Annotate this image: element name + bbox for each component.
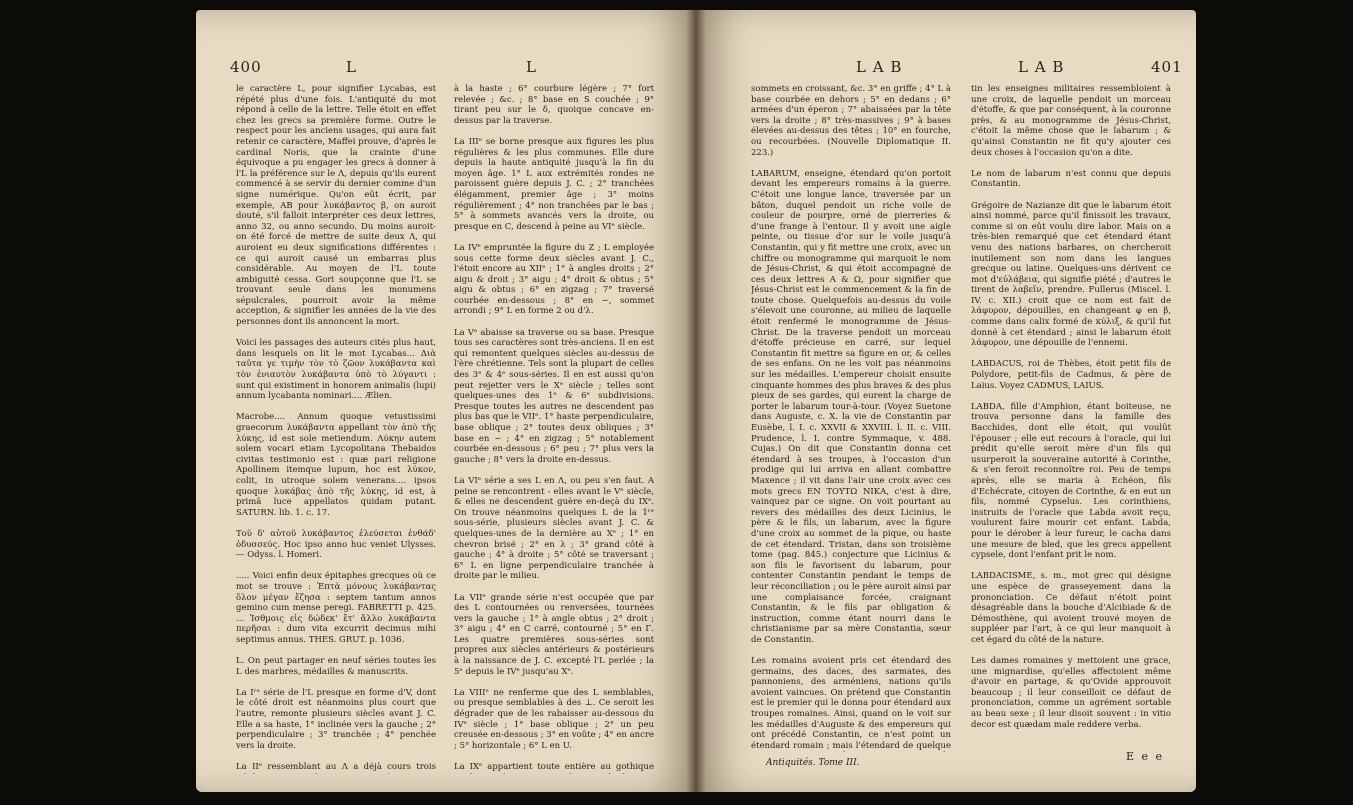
right-column-2: tin les enseignes militaires ressembloient à une croix, de laquelle pendoit un morceau d'étoffe, & que par conséquent, à la couronne près, & au monogramme de Jésus-Christ, c'étoit la même chose que le labarum ; & qu'ainsi Constantin ne fit qu'y ajouter ces deux choses à l'occasion qu'on a dite. Le nom de labarum n'est connu que depuis Constantin. Grégoire de Nazianze dit que le labarum étoit ainsi nommé, parce qu'il finissoit les travaux, comme si on eût voulu dire labor. Mais on a très-bien remarqué que cet étendard étant venu des nations barbares, on chercheroit inutilement son nom dans les langues grecque ou latine. Quelques-uns dérivent ce mot d'εὐλάβεια, qui signifie piété ; d'autres le tirent de λαβεῖν, prendre. Fullerus (Miscel. l. IV. c. XII.) croit que ce nom est fait de λάφυρον, dépouilles, en changeant φ en β, comme dans calix formé de κύλιξ, & qu'il fut donné à cet étendard ; ainsi le labarum étoit λάφυρον, une dépouille de l'ennemi. LABDACUS, roi de Thèbes, étoit petit fils de Polydore, petit-fils de Cadmus, & père de Laius. Voyez CADMUS, LAIUS. LABDA, fille d'Amphion, étant boiteuse, ne trouva personne dans la famille des Bacchides, dont elle étoit, qui voulût l'épouser ; elle eut recours à l'oracle, qui lui prédit qu'elle seroit mère d'un fils qui usurperoit la souveraine autorité à Corinthe, & s'en feroit reconnoître roi. Peu de temps après, elle se maria à Echéon, fils d'Echécrate, citoyen de Corinthe, & en eut un fils, nommé Cypselus. Les corinthiens, instruits de l'oracle que Labda avoit reçu, voulurent faire mourir cet enfant. Labda, pour le dérober à leur fureur, le cacha dans une mesure de bled, que les grecs appellent cypsele, dont l'enfant prit le nom. LABDACISME, s. m., mot grec qui désigne une espèce de grasseyement dans la prononciation. Ce défaut n'étoit point désagréable dans la bouche d'Alcibiade & de Démosthène, qui avoient trouvé moyen de suppléer par l'art, à ce qui leur manquoit à cet égard du côté de la nature. Les dames romaines y mettoient une grace, une mignardise, qu'elles affectoient même d'avoir en partage, & qu'Ovide approuvoit beaucoup ; il leur conseilloit ce défaut de prononciation, comme un agrément sortable au beau sexe ; il leur disoit souvent : in vitio decor est quædam male reddere verba. <box>971 84 1171 730</box>
running-head-left-1: L <box>346 58 357 76</box>
page-number-left: 400 <box>230 58 262 76</box>
right-column-1: sommets en croissant, &c. 3° en griffe ; 4° L à base courbée en dehors ; 5° en dedans ; 6° armées d'un éperon ; 7° abaissées par la tête vers la droite ; 8° très-massives ; 9° à bases élevées au-dessus des têtes ; 10° en fourche, ou recourbées. (Nouvelle Diplomatique II. 223.) LABARUM, enseigne, étendard qu'on portoit devant les empereurs romains à la guerre. C'étoit une longue lance, traversée par un bâton, duquel pendoit un riche voile de couleur de pourpre, orné de pierreries & d'une frange à l'entour. Il y avoit une aigle peinte, ou tissue d'or sur le voile jusqu'à Constantin, qui y fit mettre une croix, avec un chiffre ou monogramme qui marquoit le nom de Jésus-Christ, & qui étoit accompagné de ces deux lettres Α & Ω, pour signifier que Jésus-Christ est le commencement & la fin de toute chose. Quelquefois au-dessus du voile s'élevoit une couronne, au milieu de laquelle étoit renfermé le monogramme de Jésus-Christ. De la traverse pendoit un morceau d'étoffe précieuse en carré, sur lequel Constantin fit mettre sa figure en or, & celles de ses enfans. On ne les voit pas néanmoins sur les médailles. L'empereur choisit ensuite cinquante hommes des plus braves & des plus pieux de ses gardes, qui eurent la charge de porter le labarum tour-à-tour. (Voyez Suetone dans Auguste, c. X. la vie de Constantin par Eusèbe, l. I. c. XXVII & XXVIII. l. II. c. VIII. Prudence, l. I. contre Symmaque, v. 488. Cujas.) On dit que Constantin donna cet étendard à ses troupes, à l'occasion d'un prodige qui lui arriva en allant combattre Maxence ; il vit dans l'air une croix avec ces mots grecs ΕΝ ΤΟΥΤΩ ΝΙΚΑ, c'est à dire, vainquez par ce signe. On voit pourtant au revers des médailles des deux Licinius, le père & le fils, un labarum, avec la figure d'une croix au sommet de la pique, ou haste de cet étendard. Tristan, dans son troisième tome (pag. 845.) conjecture que Licinius & son fils le favorisent du labarum, pour contenter Constantin pendant le temps de leur réconciliation ; ou le père auroit ainsi par une complaisance forcée, craignant Constantin, & le fils par obligation & instruction, comme étant nourri dans le christianisme par sa mère Constantia, sœur de Constantin. Les romains avoient pris cet étendard des germains, des daces, des sarmates, des pannoniens, des arméniens, nations qu'ils avoient vaincues. On prétend que Constantin est le premier qui le donna pour étendard aux troupes romaines. Ainsi, quand on le voit sur les médailles d'Auguste & des empereurs qui ont précédé Constantin, ce n'est point un étendard romain ; mais l'étendard de quelque <box>751 84 951 751</box>
book-gutter <box>686 10 706 792</box>
running-head-right-1: L A B <box>856 58 903 76</box>
left-column-1: le caractère L, pour signifier Lycabas, est répété plus d'une fois. L'antiquité du mot répond à celle de la lettre. Telle étoit en effet chez les grecs sa première forme. Outre le respect pour les anciens usages, qui aura fait retenir ce caractère, Maffei prouve, d'après le cardinal Noris, que la crainte d'une équivoque a pu engager les grecs à donner à l'L la préférence sur le Λ, depuis qu'ils eurent commencé à se servir du dernier comme d'un signe numérique. Qu'on eût écrit, par exemple, ΑΒ pour λυκάβαντος β, on auroit douté, s'il falloit interpréter ces deux lettres, anno 32, ou anno secundo. Du moins auroit-on été forcé de mettre de suite deux Λ, qui auroient eu deux significations différentes : ce qui auroit causé un embarras plus considérable. Au moyen de l'L toute ambiguité cessa. Gori soupçonne que l'L se trouvant seule dans les monumens sépulcrales, pourroit avoir la même acception, & signifier les années de la vie des personnes dont ils annoncent la mort. Voici les passages des auteurs cités plus haut, dans lesquels on lit le mot Lycabas... Διὰ ταῦτα γε τιμὴν τὸν τὸ ζῶον λυκάβαντα καὶ τὸν ἐνιαυτὸν λυκάβαντα ὑπὸ τὸ λύγαντι : sunt qui existiment in honorem animalis (lupi) annum lycabanta nominari.... Ælien. Macrobe.... Annum quoque vetustissimi graecorum λυκάβαντα appellant τὸν ἀπὸ τῆς λύκης, id est sole metiendum. Λύκην autem solem vocari etiam Lycopolitana Thebaidos civitas testimonio est : quæ pari religione Apollinem itemque lupum, hoc est λύκον, colit, in utroque solem venerans.... ipsos quoque λυκάβας ἀπὸ τῆς λύκης, id est, à primâ luce appellatos quidam putant. SATURN. lib. 1. c. 17. Τοῦ δ' αὐτοῦ λυκάβαντος ἐλεύσεται ἐνθάδ' ὀδυσσεύς. Hoc ipso anno huc veniet Ulysses. — Odyss. l. Homeri. ..... Voici enfin deux épitaphes grecques où ce mot se trouve : Ἑπτὰ μόνους λυκάβαντας ὅλον μέγαν ἔζησα : septem tantum annos gemino cum mense peregi. FABRETTI p. 425. ... Ἰσθμοις εἰς δώδεκ' ἔτ' ἄλλο λυκάβαντα περῆσαι : dum vita excurrit decimus mihi septimus annus. THES. GRUT. p. 1036. L. On peut partager en neuf séries toutes les L des marbres, médailles & manuscrits. La Iʳᵉ série de l'L presque en forme d'V, dont le côté droit est néanmoins plus court que l'autre, remonte plusieurs siècles avant J. C. Elle a sa haste, 1° inclinée vers la gauche ; 2° perpendiculaire ; 3° tranchée ; 4° penchée vers la droite. La IIᵉ ressemblant au Λ a déjà cours trois <box>236 84 436 772</box>
page-footer: Antiquités. Tome III. <box>766 758 860 768</box>
running-head-right-2: L A B <box>1018 58 1065 76</box>
open-book <box>196 10 1196 792</box>
left-column-2: à la haste ; 6° courbure légère ; 7° fort relevée ; &c. ; 8° base en S couchée ; 9° tirant peu sur le δ, quoique concave en-dessus par la traverse. La IIIᵉ se borne presque aux figures les plus régulières & les plus communes. Elle dure depuis la haute antiquité jusqu'à la fin du moyen âge. 1° L aux extrémités rondes ne paroissent guère depuis J. C. ; 2° tranchées élégamment, premier âge ; 3° moins régulièrement ; 4° non tranchées par le bas ; 5° à sommets avancés vers la droite, ou presque en C, descend à peine au VIᵉ siècle. La IVᵉ empruntée la figure du Z ; L employée sous cette forme deux siècles avant J. C., l'étoit encore au XIIᵉ ; 1° à angles droits ; 2° aigu & droit ; 3° aigu ; 4° droit & obtus ; 5° aigu & obtus ; 6° en zigzag ; 7° traversé courbée en-dessous ; 8° en ∽, sommet arrondi ; 9° L en forme 2 ou d'λ. La Vᵉ abaisse sa traverse ou sa base. Presque tous ses caractères sont très-anciens. Il en est qui remontent quelques siècles au-dessus de l'ère chrétienne. Tels sont la plupart de celles des 3ᵉ & 4ᵉ sous-séries. Il en est aussi qu'on peut rejetter vers le Xᵉ siècle ; telles sont quelques-unes des 1ᵉ & 6ᵉ subdivisions. Presque toutes les autres ne descendent pas plus bas que le VIIᵉ. 1° haste perpendiculaire, base oblique ; 2° toutes deux obliques ; 3° base en ∽ ; 4° en zigzag ; 5° notablement courbée en-dessous ; 6° peu ; 7° plus vers la gauche ; 8° vers la droite en-dessus. La VIᵉ série a ses L en Λ, ou peu s'en faut. A peine se rencontrent - elles avant le Vᵉ siècle, & elles ne descendent guère en-deçà du IXᵉ. On trouve néanmoins quelques L de la 1ʳᵉ sous-série, plusieurs siècles avant J. C. & quelques-unes de la dernière au Xᵉ ; 1° en chevron brisé ; 2° en λ ; 3° grand côté à gauche ; 4° à droite ; 5° côté se traversant ; 6° L en ligne perpendiculaire tranchée à droite par le milieu. La VIIᵉ grande série n'est occupée que par des L contournées ou renversées, tournées vers la gauche ; 1° à angle obtus ; 2° droit ; 3° aigu ; 4° en C carré, contourné ; 5° en Γ. Les quatre premières sous-séries sont propres aux siècles antérieurs & postérieurs à la naissance de J. C. excepté l'L perlée ; la 5ᵉ depuis le IVᵉ jusqu'au Xᵉ. La VIIIᵉ ne renferme que des L semblables, ou presque semblables à des ⊥. Ce seroit les dégrader que de les rabaisser au-dessous du IVᵉ siècle ; 1° base oblique ; 2° un peu creusée en-dessous ; 3° en voûte ; 4° en ancre ; 5° horizontale ; 6° L en U. La IXᵉ appartient toute entière au gothique <box>454 84 654 772</box>
page-number-right: 401 <box>1151 58 1183 76</box>
right-page <box>696 10 1196 792</box>
left-page <box>196 10 696 792</box>
running-head-left-2: L <box>526 58 537 76</box>
signature-mark: E e e <box>1126 750 1165 763</box>
